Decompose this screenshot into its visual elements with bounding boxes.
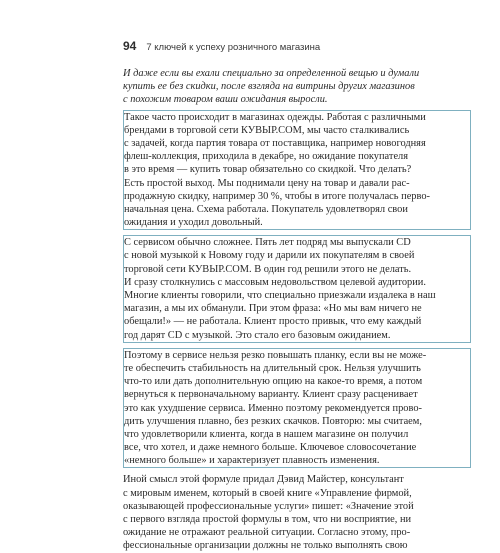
text-line: И сразу столкнулись с массовым недовольством целевой аудитории. bbox=[124, 276, 426, 288]
gradual-improvement-paragraph bbox=[123, 348, 471, 469]
text-line: это как ухудшение сервиса. Именно поэтому рекомендуется прово- bbox=[124, 402, 422, 414]
text-line: Есть простой выход. Мы поднимали цену на товар и давали рас- bbox=[124, 177, 410, 189]
clothing-stores-paragraph bbox=[123, 110, 471, 231]
text-line: с задачей, когда партия товара от поставщика, например новогодняя bbox=[124, 137, 426, 149]
text-line: С сервисом обычно сложнее. Пять лет подряд мы выпускали CD bbox=[124, 237, 411, 249]
service-cd-paragraph bbox=[123, 235, 471, 343]
text-line: в это время — купить товар обязательно со скидкой. Что делать? bbox=[124, 164, 412, 176]
text-line: ожидания и уходил довольный. bbox=[124, 217, 263, 229]
page-header bbox=[123, 39, 320, 53]
text-line: с мировым именем, который в своей книге «Управление фирмой, bbox=[123, 487, 412, 499]
text-line: те обеспечить стабильность на длительный срок. Нельзя улучшить bbox=[124, 362, 421, 374]
text-line: что-то или дать дополнительную опцию на какое-то время, а потом bbox=[124, 376, 423, 388]
text-line: с похожим товаром ваши ожидания выросли. bbox=[123, 94, 328, 106]
text-line: Многие клиенты говорили, что специально приезжали издалека в наш bbox=[124, 290, 436, 301]
text-line: дить улучшения плавно, без резких скачков. Повторю: мы считаем, bbox=[124, 415, 422, 427]
text-line: «немного больше» и характеризует плавность изменения. bbox=[124, 455, 380, 467]
text-line: Такое часто происходит в магазинах одежды. Работая с различными bbox=[124, 111, 426, 123]
maister-paragraph bbox=[123, 473, 471, 552]
text-line: вернуться к первоначальному варианту. Клиент сразу расценивает bbox=[124, 389, 418, 401]
page-number: 94 bbox=[123, 39, 137, 53]
text-line: год дарят CD с музыкой. Это стало его базовым ожиданием. bbox=[124, 329, 391, 341]
text-line: Поэтому в сервисе нельзя резко повышать планку, если вы не може- bbox=[124, 349, 427, 361]
text-line: ожидание не отражают реальной ситуации. Согласно этому, про- bbox=[123, 527, 411, 539]
intro-italic-paragraph bbox=[123, 67, 471, 107]
text-line: фессиональные организации должны не только выполнять свою bbox=[123, 540, 408, 552]
text-line: обещали!» — не работала. Клиент просто привык, что ему каждый bbox=[124, 316, 422, 328]
text-line: что удовлетворили клиента, когда в нашем магазине он получил bbox=[124, 428, 409, 440]
text-line: торговой сети КУВЫР.COM. В один год решили этого не делать. bbox=[124, 263, 412, 275]
text-line: брендами в торговой сети КУВЫР.COM, мы часто сталкивались bbox=[124, 124, 410, 136]
text-line: с первого взгляда простой формулы в том, что ни восприятие, ни bbox=[123, 514, 412, 525]
text-line: флеш-коллекция, приходила в декабре, но ожидание покупателя bbox=[124, 151, 409, 163]
body-text bbox=[123, 67, 471, 553]
text-line: с новой музыкой к Новому году и дарили их покупателям в своей bbox=[124, 250, 415, 262]
text-line: И даже если вы ехали специально за определенной вещью и думали bbox=[123, 68, 420, 79]
text-line: купить ее без скидки, после взгляда на витрины других магазинов bbox=[123, 81, 415, 93]
text-line: Иной смысл этой формуле придал Дэвид Майстер, консультант bbox=[123, 474, 404, 486]
text-line: начальная цена. Схема работала. Покупатель удовлетворял свои bbox=[124, 203, 408, 215]
text-line: оказывающей профессиональные услуги» пишет: «Значение этой bbox=[123, 500, 414, 512]
text-line: продажную скидку, например 30 %, чтобы в итоге получалась перво- bbox=[124, 190, 430, 202]
running-title: 7 ключей к успеху розничного магазина bbox=[146, 42, 321, 53]
text-line: все, что хотел, и даже немного больше. Ключевое словосочетание bbox=[124, 442, 417, 454]
text-line: магазин, а мы их обманули. При этом фраза: «Но мы вам ничего не bbox=[124, 303, 422, 315]
